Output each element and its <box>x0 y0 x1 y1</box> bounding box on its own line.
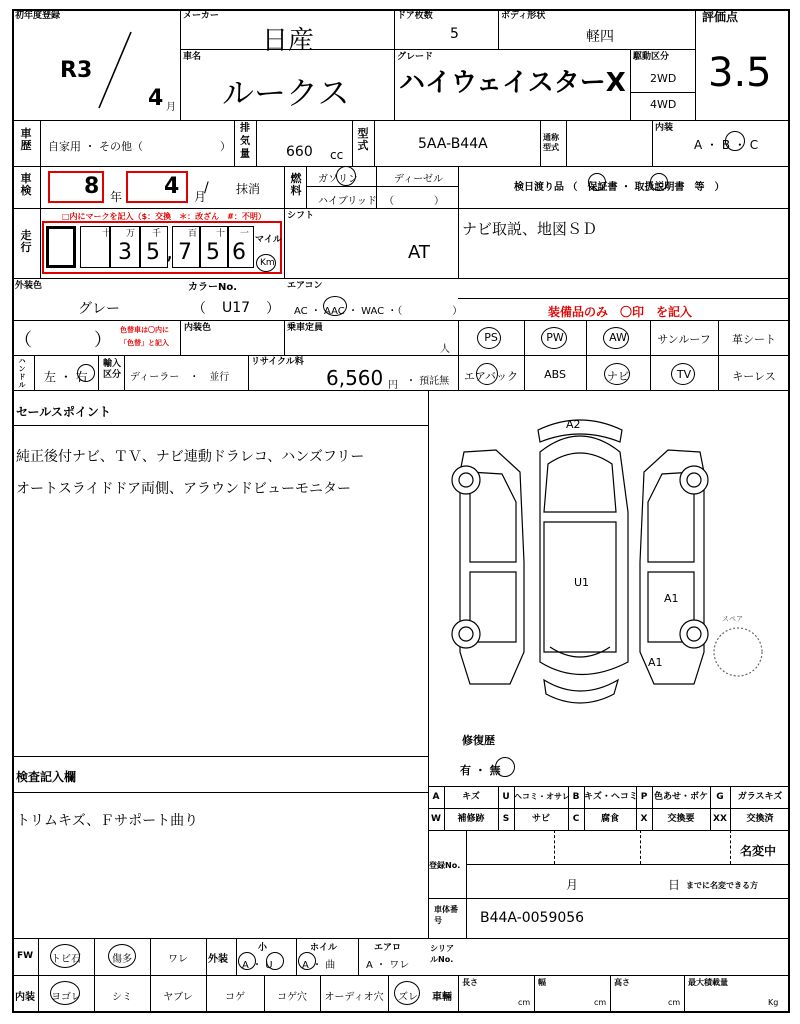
legend-code: W <box>431 814 441 824</box>
legend-desc: キズ <box>462 792 480 802</box>
small-label: 小 <box>258 943 268 953</box>
interior-item: ヨゴレ <box>51 992 81 1003</box>
deregistered: 抹消 <box>236 182 261 196</box>
divider <box>498 9 499 49</box>
ac-value: AC ・ AAC ・ WAC ・（ ） <box>294 306 463 317</box>
divider <box>306 186 458 187</box>
unit-label: 千 <box>152 229 162 239</box>
legend-desc: ガラスキズ <box>737 792 783 802</box>
interior-item: シミ <box>112 992 132 1003</box>
divider <box>236 938 237 975</box>
ac-aac-circle <box>323 296 347 316</box>
divider <box>466 864 790 865</box>
mileage-sep: , <box>166 240 173 265</box>
row1-bottom-line <box>12 120 790 121</box>
km-label: Km <box>260 258 275 268</box>
spare-label: スペア <box>722 615 743 623</box>
vin-value: B44A-0059056 <box>480 910 585 926</box>
interior-item: ズレ <box>398 992 418 1003</box>
inspection-year-unit: 年 <box>110 190 123 204</box>
import-value: ディーラー ・ 並行 <box>130 372 230 383</box>
divider <box>458 166 459 278</box>
equip-leather: 革シート <box>732 333 776 346</box>
equip-tv: TV <box>676 368 692 381</box>
unit-label: 十 <box>216 229 226 239</box>
legend-code: B <box>572 792 580 802</box>
registration-deadline-note: までに名変できる方 <box>686 881 758 890</box>
divider <box>284 320 285 355</box>
legend-code: P <box>640 792 648 802</box>
divider <box>730 830 731 864</box>
handle-right-circle <box>77 364 95 382</box>
small-a-circle <box>238 952 256 970</box>
fuel-label: 燃料 <box>290 172 302 197</box>
divider <box>180 320 181 355</box>
sales-line-2: オートスライドドア両側、アラウンドビューモニター <box>16 481 352 497</box>
exterior-color-value: グレー <box>78 301 120 317</box>
km-circle <box>256 254 276 272</box>
sales-line-1: 純正後付ナビ、ＴＶ、ナビ連動ドラレコ、ハンズフリー <box>16 449 365 465</box>
documents-circle-1 <box>588 173 606 191</box>
divider <box>652 120 653 166</box>
score-value: 3.5 <box>708 50 772 96</box>
small-value: A ・ U <box>242 960 273 971</box>
divider <box>428 390 429 938</box>
divider <box>12 278 790 279</box>
paren-left: （ <box>14 330 32 351</box>
legend-desc: 色あせ・ボケ <box>653 792 708 802</box>
fw-item: トビ石 <box>51 954 81 965</box>
first-reg-month-unit: 月 <box>166 102 176 113</box>
wheel-value: A ・ 曲 <box>302 960 336 971</box>
divider <box>234 120 235 166</box>
legend-desc: 腐食 <box>600 814 619 824</box>
documents-value: 検日渡り品 （ 保証書 ・ 取扱説明書 等 ） <box>514 182 725 193</box>
exterior-color-label: 外装色 <box>15 281 43 291</box>
handle-value: 左 ・ 右 <box>44 370 88 384</box>
interior-b-circle <box>725 131 745 151</box>
legend-code: G <box>716 792 724 802</box>
legend-code: S <box>502 814 510 824</box>
fuel-hybrid: ハイブリッド <box>318 196 377 207</box>
wheel-a-circle <box>298 952 316 970</box>
divider <box>296 938 297 975</box>
serial-label: シリアルNo. <box>430 944 454 964</box>
divider <box>12 390 790 391</box>
divider <box>394 9 395 120</box>
model-value: 5AA-B44A <box>418 136 488 152</box>
width-label: 幅 <box>538 978 546 987</box>
unit-label: 百 <box>188 229 198 239</box>
registration-label: 登録No. <box>429 861 461 870</box>
equip-keyless: キーレス <box>732 370 776 383</box>
exterior-label: 外装 <box>208 954 228 965</box>
model-label: 型式 <box>357 127 369 152</box>
inspection-header: 検査記入欄 <box>16 770 77 784</box>
inspection-label: 車検 <box>20 172 32 197</box>
equip-navi-circle <box>604 363 630 385</box>
registration-day-unit: 日 <box>668 878 681 892</box>
displacement-value: 660 <box>286 144 313 160</box>
divider <box>566 120 567 166</box>
equip-aw-circle <box>603 327 629 349</box>
legend-desc: 補修跡 <box>457 814 485 824</box>
body-label: ボディ形状 <box>501 11 546 21</box>
damage-mark-a1-side: A1 <box>664 592 679 605</box>
fw-item: 傷多 <box>112 954 132 965</box>
legend-code: X <box>640 814 648 824</box>
capacity-label: 乗車定員 <box>287 323 324 333</box>
interior-bottom-label: 内装 <box>15 992 35 1003</box>
divider <box>12 975 790 976</box>
divider <box>124 355 125 390</box>
shift-value: AT <box>408 242 430 263</box>
paren-right: ） <box>94 330 112 351</box>
first-reg-label: 初年度登録 <box>15 11 61 21</box>
recycle-amount: 6,560 <box>326 366 384 390</box>
equip-airbag: エアバック <box>463 370 519 383</box>
body-value: 軽四 <box>586 29 614 45</box>
divider <box>40 166 41 208</box>
car-diagram <box>440 412 780 712</box>
inspection-slash: / <box>204 180 209 196</box>
unit-label: 万 <box>126 229 136 239</box>
mileage-digit: 5 <box>146 240 160 265</box>
unit-label: 十 <box>102 229 112 239</box>
load-label: 最大積載量 <box>688 978 728 987</box>
recycle-note: ・ 預託無 <box>406 376 450 387</box>
displacement-label: 排気量 <box>240 123 250 160</box>
length-label: 長さ <box>462 978 478 987</box>
fw-chip-circle <box>50 944 80 968</box>
divider <box>98 355 99 390</box>
shift-label: シフト <box>287 211 315 221</box>
divider <box>630 49 631 120</box>
fw-item: ワレ <box>168 954 188 965</box>
cm-unit: cm <box>668 998 681 1007</box>
drive-label: 駆動区分 <box>633 52 670 62</box>
repair-none-circle <box>495 757 515 777</box>
divider <box>695 9 696 120</box>
capacity-unit: 人 <box>440 344 450 355</box>
unit-label: 一 <box>240 229 250 239</box>
divider <box>12 425 428 426</box>
divider <box>554 830 555 864</box>
divider <box>306 166 307 208</box>
interior-label: 内装 <box>655 123 674 133</box>
legend-desc: 交換済 <box>746 814 774 824</box>
divider <box>34 355 35 390</box>
fw-label: FW <box>17 951 34 961</box>
maker-value: 日産 <box>262 26 315 56</box>
interior-item: コゲ <box>225 992 245 1003</box>
fw-many-circle <box>108 944 136 968</box>
registration-name-change: 名変中 <box>740 844 777 858</box>
divider <box>12 208 790 209</box>
vin-label: 車体番号 <box>434 905 458 925</box>
interior-color-label: 内装色 <box>184 323 212 333</box>
history-label: 車歴 <box>20 127 32 152</box>
divider <box>630 92 695 93</box>
height-label: 高さ <box>614 978 630 987</box>
interior-item: コゲ穴 <box>277 992 307 1003</box>
divider <box>12 320 790 321</box>
color-change-note-2: 「色替」と記入 <box>120 339 169 347</box>
mileage-digit: 3 <box>118 240 132 265</box>
cm-unit: cm <box>594 998 607 1007</box>
mileage-label: 走行 <box>20 229 32 254</box>
divider <box>428 898 790 899</box>
mileage-digit: 7 <box>178 240 192 265</box>
divider <box>352 120 353 166</box>
interior-item: ヤブレ <box>163 992 193 1003</box>
equip-tv-circle <box>671 363 695 385</box>
color-no-paren-left: （ <box>192 301 206 317</box>
equip-ps: PS <box>484 331 498 344</box>
legend-code: C <box>572 814 580 824</box>
score-label: 評価点 <box>702 10 739 24</box>
grade-value: ハイウェイスターX <box>399 68 626 98</box>
equip-navi: ナビ <box>607 370 629 383</box>
first-reg-era: R3 <box>60 58 93 83</box>
displacement-unit: cc <box>330 148 344 162</box>
cm-unit: cm <box>518 998 531 1007</box>
legend-desc: キズ・ヘコミ <box>584 792 638 802</box>
doors-label: ドア枚数 <box>397 11 433 21</box>
divider <box>374 120 375 166</box>
divider <box>256 120 257 166</box>
divider <box>180 9 181 120</box>
damage-mark-a2: A2 <box>566 418 581 431</box>
legend-code: U <box>502 792 510 802</box>
equip-airbag-circle <box>476 363 498 385</box>
legend-desc: ヘコミ・オサレ <box>514 792 570 801</box>
interior-dirt-circle <box>50 981 80 1005</box>
small-u-circle <box>266 952 284 970</box>
divider <box>466 898 467 938</box>
fuel-other: （ ） <box>384 196 444 207</box>
drive-2wd: 2WD <box>650 72 677 85</box>
color-no-paren-right: ） <box>266 301 280 317</box>
mileage-digit-box-0 <box>46 226 76 268</box>
divider <box>540 120 541 166</box>
repair-value: 有 ・ 無 <box>460 764 501 777</box>
equip-pw: PW <box>546 331 564 344</box>
doors-value: 5 <box>450 26 459 42</box>
mile-label: マイル <box>255 235 282 245</box>
maker-label: メーカー <box>183 11 219 21</box>
divider <box>180 49 695 50</box>
divider <box>12 792 428 793</box>
inspection-note: トリムキズ、Ｆサポート曲り <box>16 813 199 829</box>
aero-value: A ・ ワレ <box>366 960 410 971</box>
divider <box>458 298 790 299</box>
divider <box>12 938 790 939</box>
dims-label: 車輛 <box>432 992 452 1003</box>
car-name-label: 車名 <box>183 52 202 62</box>
recycle-unit: 円 <box>388 380 398 391</box>
divider <box>358 938 359 975</box>
equip-sunroof: サンルーフ <box>657 333 711 346</box>
color-no-value: U17 <box>222 300 251 316</box>
mileage-digit: 6 <box>232 240 246 265</box>
damage-mark-a1-rear: A1 <box>648 656 663 669</box>
legend-code: A <box>432 792 440 802</box>
fuel-gasoline: ガソリン <box>318 174 358 185</box>
divider <box>534 975 535 1013</box>
legend-desc: 交換要 <box>667 814 695 824</box>
interior-item: オーディオ穴 <box>324 992 384 1003</box>
mileage-digit: 5 <box>206 240 220 265</box>
first-reg-month: 4 <box>148 86 164 111</box>
divider <box>640 830 641 864</box>
aero-label: エアロ <box>374 943 402 953</box>
fuel-diesel: ディーゼル <box>394 174 443 185</box>
documents-circle-2 <box>650 173 668 191</box>
equip-header: 装備品のみ 〇印 を記入 <box>548 305 693 319</box>
divider <box>248 355 249 390</box>
color-change-note-1: 色替車は〇内に <box>120 326 169 334</box>
equip-aw: AW <box>609 331 627 344</box>
divider <box>12 166 790 167</box>
legend-desc: サビ <box>531 814 550 824</box>
kg-unit: Kg <box>768 998 779 1007</box>
sales-header: セールスポイント <box>16 405 111 419</box>
divider <box>428 830 790 831</box>
grade-label: グレード <box>397 52 434 62</box>
equipment-note: ナビ取説、地図ＳＤ <box>462 220 598 238</box>
divider <box>40 208 41 278</box>
inspection-month: 4 <box>164 174 180 199</box>
divider <box>610 975 611 1013</box>
interior-shift-circle <box>394 981 420 1005</box>
legend-code: XX <box>713 814 727 824</box>
import-label: 輸入区分 <box>102 359 121 380</box>
recycle-label: リサイクル料 <box>251 357 304 367</box>
divider <box>684 975 685 1013</box>
inspection-year: 8 <box>84 174 100 199</box>
fuel-gasoline-circle <box>336 166 356 186</box>
interior-grades: A ・ B ・ C <box>694 138 759 152</box>
inspection-month-unit: 月 <box>194 190 207 204</box>
ac-label: エアコン <box>287 281 323 291</box>
drive-4wd: 4WD <box>650 98 677 111</box>
divider <box>12 756 428 757</box>
equip-pw-circle <box>541 327 567 349</box>
wheel-label: ホイル <box>310 943 338 953</box>
damage-mark-u1: U1 <box>574 576 590 589</box>
car-name-value: ルークス <box>222 74 350 112</box>
color-no-label: カラーNo. <box>188 282 238 293</box>
mileage-note: □内にマークを記入（$：交換 ＊：改ざん #：不明） <box>62 212 266 221</box>
divider <box>12 355 790 356</box>
history-value: 自家用 ・ その他（ ） <box>48 140 231 153</box>
repair-label: 修復歴 <box>462 734 495 747</box>
registration-month-unit: 月 <box>566 878 579 892</box>
equip-ps-circle <box>477 327 501 349</box>
equip-abs: ABS <box>544 368 566 381</box>
divider <box>40 120 41 166</box>
common-model-label: 通称型式 <box>543 133 559 152</box>
date-slash <box>95 30 135 110</box>
handle-label: ハンドル <box>18 357 26 389</box>
divider <box>458 975 459 1013</box>
divider <box>284 166 285 278</box>
